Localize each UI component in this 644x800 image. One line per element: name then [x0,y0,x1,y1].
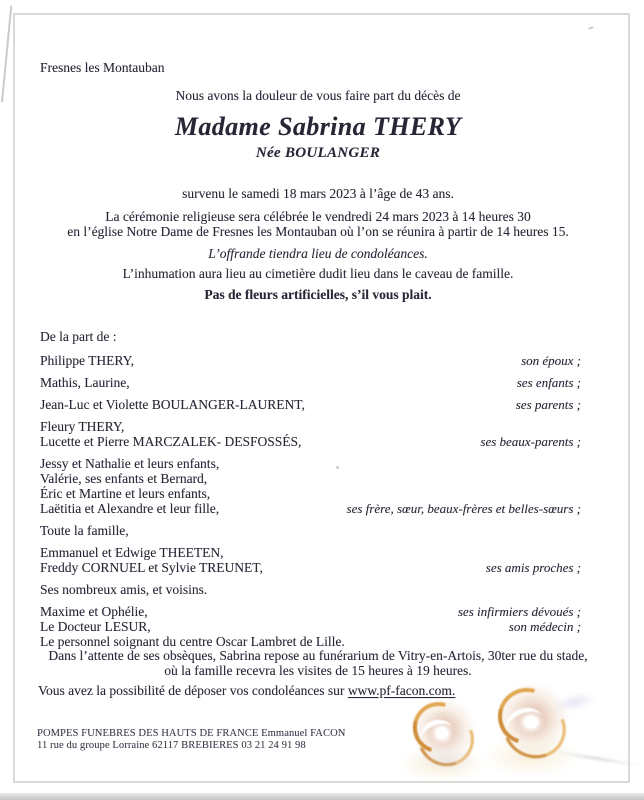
family-names: Valérie, ses enfants et Bernard, [40,471,208,486]
wake-line-2: où la famille recevra les visites de 15 heures à 19 heures. [164,663,472,678]
footer-line-1: POMPES FUNEBRES DES HAUTS DE FRANCE Emmanuel FACON [37,728,346,739]
family-names: Emmanuel et Edwige THEETEN, [40,545,224,560]
flower-core [524,716,537,728]
orchid-flower-icon [490,683,572,761]
family-row [40,397,581,412]
family-names: Jessy et Nathalie et leurs enfants, [40,456,220,471]
family-relation: ses infirmiers dévoués ; [457,604,581,619]
family-row [40,634,581,649]
family-list [40,353,581,656]
family-names: Fleury THERY, [40,419,125,434]
family-row [40,419,581,434]
no-flowers-note: Pas de fleurs artificielles, s’il vous plait. [204,287,432,302]
intro-line: Nous avons la douleur de vous faire part du décès de [175,88,461,103]
family-row [40,434,581,449]
family-row [40,486,581,501]
burial-line: L’inhumation aura lieu au cimetière dudit lieu dans le caveau de famille. [122,266,514,281]
wake-paragraph [0,648,636,678]
family-row [40,604,581,619]
family-row [40,375,581,390]
condolences-line [38,683,455,698]
family-names: Toute la famille, [40,523,129,538]
maiden-name: Née BOULANGER [255,145,381,161]
flower-core [436,727,448,738]
scan-bottom-edge [0,793,644,800]
death-line: survenu le samedi 18 mars 2023 à l’âge de 43 ans. [182,186,454,201]
flower-shadow-smudge [418,747,476,771]
family-relation: ses enfants ; [516,375,581,390]
family-names: Freddy CORNUEL et Sylvie TREUNET, [40,560,263,575]
family-relation: son époux ; [521,353,581,368]
footer-line-2: 11 rue du groupe Lorraine 62117 BREBIERES 03 21 24 91 98 [37,739,306,751]
family-names: Ses nombreux amis, et voisins. [40,582,208,597]
family-names: Philippe THERY, [40,353,135,368]
family-row [40,560,581,575]
ceremony-paragraph [0,209,636,239]
family-relation: ses parents ; [515,397,581,412]
family-relation: ses amis proches ; [485,560,581,575]
family-names: Le Docteur LESUR, [40,619,151,634]
family-names: Lucette et Pierre MARCZALEK- DESFOSSÉS, [40,434,302,449]
family-row [40,456,581,471]
wake-line-1: Dans l’attente de ses obsèques, Sabrina repose au funérarium de Vitry-en-Artois, 30ter rue du stade, [48,648,588,663]
family-row [40,501,581,516]
ceremony-line-2: en l’église Notre Dame de Fresnes les Montauban où l’on se réunira à partir de 14 heures 15. [67,224,569,239]
funeral-home-footer [37,728,345,751]
family-row [40,545,581,560]
family-names: Éric et Martine et leurs enfants, [40,486,211,501]
family-row [40,523,581,538]
ceremony-line-1: La cérémonie religieuse sera célébrée le vendredi 24 mars 2023 à 14 heures 30 [105,209,531,224]
family-row [40,471,581,486]
from-label: De la part de : [40,329,117,344]
family-relation: son médecin ; [508,619,581,634]
family-names: Jean-Luc et Violette BOULANGER-LAURENT, [40,397,305,412]
family-relation: ses beaux-parents ; [480,434,581,449]
deceased-name: Madame Sabrina THERY [174,112,462,141]
family-relation: ses frère, sœur, beaux-frères et belles-sœurs ; [346,501,581,516]
family-row [40,353,581,368]
family-names: Mathis, Laurine, [40,375,130,390]
family-names: Laëtitia et Alexandre et leur fille, [40,501,220,516]
city: Fresnes les Montauban [40,60,165,75]
condolences-link[interactable]: www.pf-facon.com. [347,683,456,698]
family-row [40,582,581,597]
family-names: Le personnel soignant du centre Oscar Lambret de Lille. [40,634,345,649]
family-row [40,619,581,634]
family-names: Maxime et Ophélie, [40,604,148,619]
offering-line: L’offrande tiendra lieu de condoléances. [208,246,428,261]
condolences-text: Vous avez la possibilité de déposer vos condoléances sur [38,683,348,698]
